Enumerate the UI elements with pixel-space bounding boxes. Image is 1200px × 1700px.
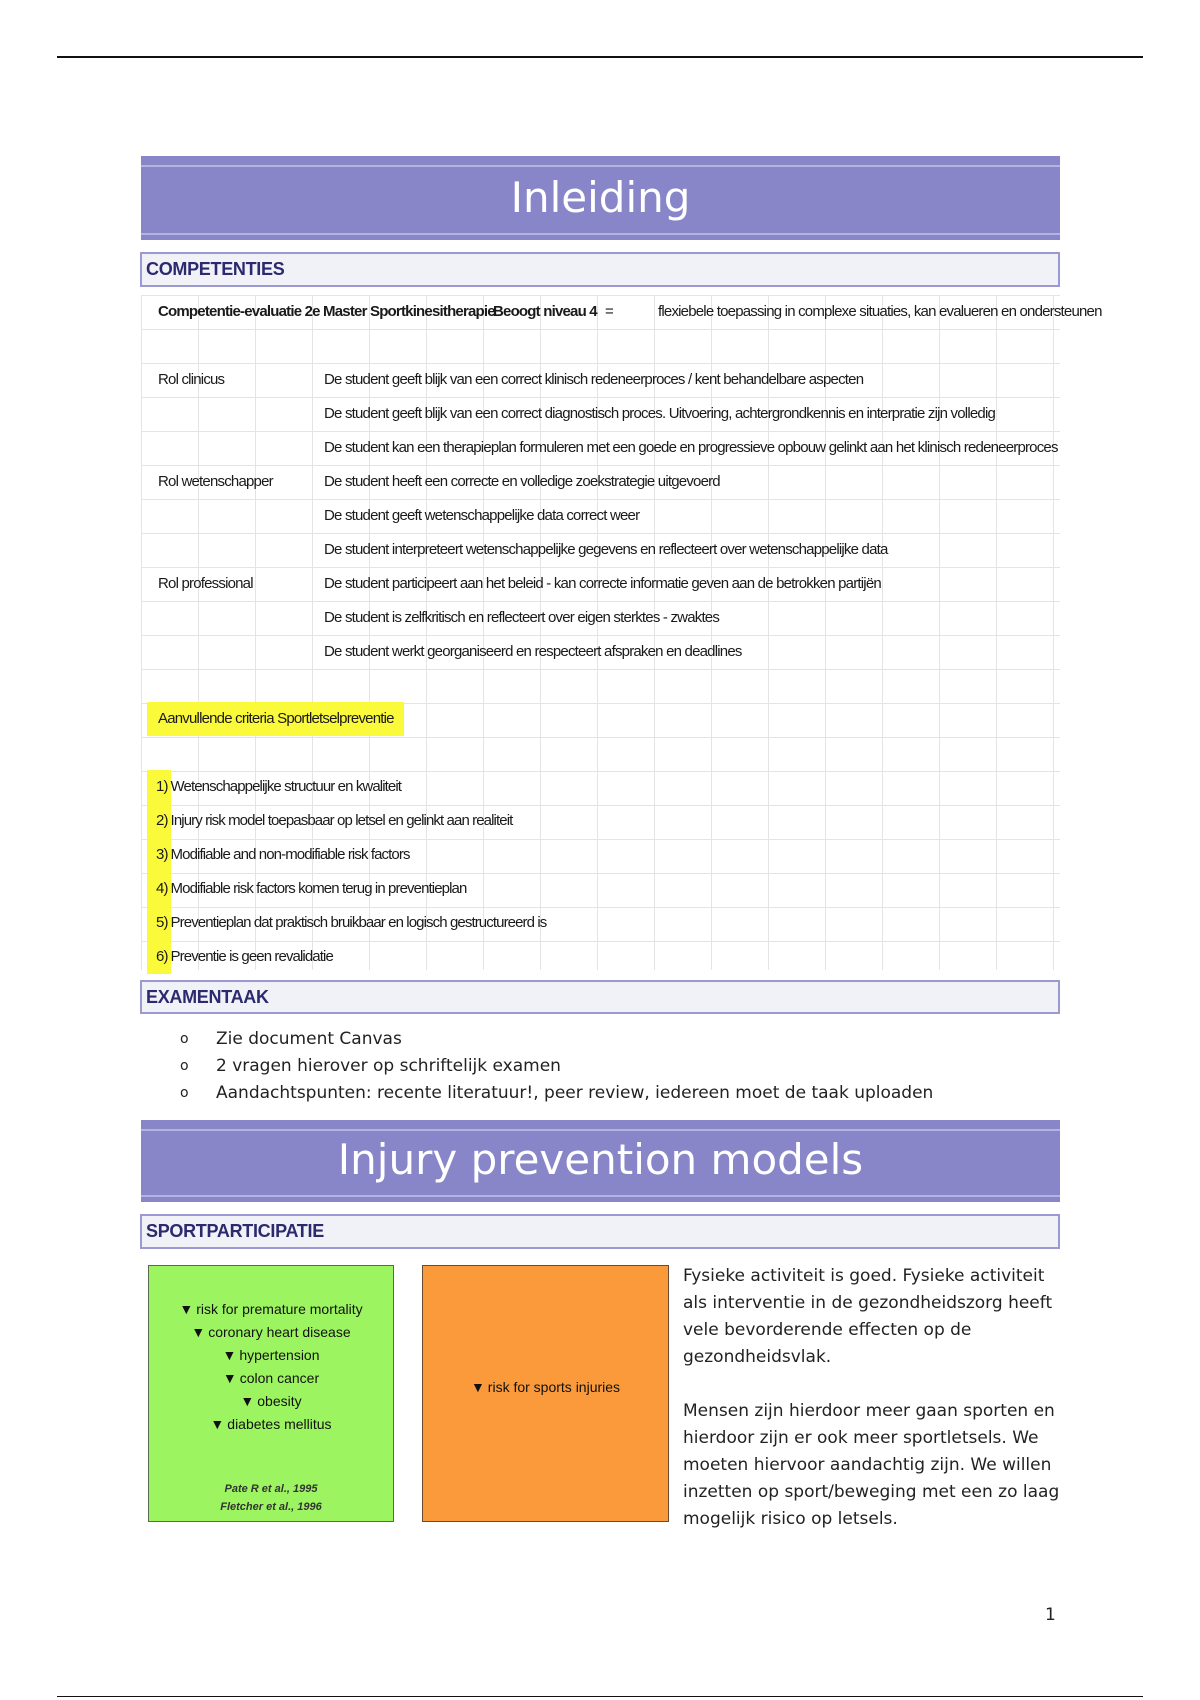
row-role: Rol professional [158, 575, 253, 592]
down-arrow-icon: ▼ [210, 1416, 225, 1432]
bullet-marker: o [180, 1058, 189, 1074]
criterion-text: Preventieplan dat praktisch bruikbaar en logisch gestructureerd is [170, 914, 547, 931]
sheet-row [141, 567, 1060, 601]
criterion-text: Preventie is geen revalidatie [170, 948, 333, 965]
criterion-item [147, 770, 401, 804]
criterion-number: 1) [147, 770, 171, 804]
down-arrow-icon: ▼ [240, 1393, 255, 1409]
list-item [180, 1053, 933, 1080]
down-arrow-icon: ▼ [191, 1324, 206, 1340]
list-item [180, 1026, 933, 1053]
row-text: De student geeft wetenschappelijke data correct weer [324, 507, 640, 524]
benefit-item: ▼ colon cancer [149, 1367, 393, 1390]
row-text: De student heeft een correcte en volledige zoekstrategie uitgevoerd [324, 473, 720, 490]
row-role: Rol wetenschapper [158, 473, 273, 490]
criterion-number: 6) [147, 940, 171, 974]
sheet-row [141, 431, 1060, 465]
sheet-header-title: Competentie-evaluatie 2e Master Sportkinesitherapie [158, 303, 495, 320]
benefits-box [148, 1265, 394, 1522]
extra-criteria-title: Aanvullende criteria Sportletselpreventie [147, 702, 404, 736]
list-item [180, 1080, 933, 1107]
banner-intro: Inleiding [141, 156, 1060, 240]
criterion-item [147, 940, 333, 974]
section-sport-participation: SPORTPARTICIPATIE [140, 1214, 1060, 1249]
bullet-text: Aandachtspunten: recente literatuur!, peer review, iedereen moet de taak uploaden [216, 1083, 934, 1103]
down-arrow-icon: ▼ [222, 1347, 237, 1363]
section-competencies: COMPETENTIES [140, 252, 1060, 287]
row-text: De student interpreteert wetenschappelijke gegevens en reflecteert over wetenschappelijke data [324, 541, 888, 558]
sheet-row [141, 465, 1060, 499]
sheet-row [141, 601, 1060, 635]
section-exam-task: EXAMENTAAK [140, 980, 1060, 1014]
criterion-text: Modifiable and non-modifiable risk factors [170, 846, 410, 863]
criterion-number: 3) [147, 838, 171, 872]
risk-box [422, 1265, 669, 1522]
top-rule [57, 56, 1143, 58]
criterion-item [147, 906, 546, 940]
criterion-number: 2) [147, 804, 171, 838]
sheet-row [141, 533, 1060, 567]
sheet-header-description: flexiebele toepassing in complexe situaties, kan evalueren en ondersteunen [658, 303, 1102, 320]
bullet-marker: o [180, 1031, 189, 1047]
down-arrow-icon: ▼ [179, 1301, 194, 1317]
benefit-item: ▼ diabetes mellitus [149, 1413, 393, 1436]
sheet-header-eq: = [605, 303, 613, 320]
down-arrow-icon: ▼ [222, 1370, 237, 1386]
criterion-text: Wetenschappelijke structuur en kwaliteit [170, 778, 402, 795]
row-text: De student kan een therapieplan formuleren met een goede en progressieve opbouw gelinkt aan het klinisch redeneerproces [324, 439, 1058, 456]
benefit-item: ▼ risk for premature mortality [149, 1298, 393, 1321]
row-text: De student participeert aan het beleid - kan correcte informatie geven aan de betrokken partijën [324, 575, 881, 592]
sheet-row [141, 363, 1060, 397]
page-number: 1 [1045, 1605, 1056, 1625]
bullet-marker: o [180, 1085, 189, 1101]
row-role: Rol clinicus [158, 371, 225, 388]
exam-bullet-list [180, 1026, 933, 1107]
risk-item: ▼ risk for sports injuries [423, 1376, 668, 1399]
row-text: De student geeft blijk van een correct klinisch redeneerproces / kent behandelbare aspecten [324, 371, 864, 388]
criterion-number: 4) [147, 872, 171, 906]
sheet-header-level: Beoogt niveau 4 [493, 303, 597, 320]
bottom-rule [57, 1696, 1143, 1697]
benefit-item: ▼ coronary heart disease [149, 1321, 393, 1344]
criterion-text: Modifiable risk factors komen terug in preventieplan [170, 880, 467, 897]
sheet-row [141, 635, 1060, 669]
paragraph: Mensen zijn hierdoor meer gaan sporten en hierdoor zijn er ook meer sportletsels. We moeten hiervoor aandachtig zijn. We willen inzetten op sport/beweging met een zo laag mogelijk risico op letsels. [683, 1401, 1060, 1529]
row-text: De student geeft blijk van een correct diagnostisch proces. Uitvoering, achtergrondkennis en interpratie zijn volledig [324, 405, 996, 422]
criterion-item [147, 872, 466, 906]
reference: Pate R et al., 1995 [224, 1483, 318, 1495]
competency-sheet [141, 295, 1102, 970]
benefit-item: ▼ obesity [149, 1390, 393, 1413]
down-arrow-icon: ▼ [470, 1379, 485, 1395]
benefit-item: ▼ hypertension [149, 1344, 393, 1367]
sheet-row [141, 499, 1060, 533]
criterion-item [147, 838, 410, 872]
reference: Fletcher et al., 1996 [220, 1501, 322, 1513]
criterion-number: 5) [147, 906, 171, 940]
row-text: De student is zelfkritisch en reflecteert over eigen sterktes - zwaktes [324, 609, 720, 626]
sheet-row [141, 397, 1060, 431]
criterion-text: Injury risk model toepasbaar op letsel en gelinkt aan realiteit [170, 812, 513, 829]
row-text: De student werkt georganiseerd en respecteert afspraken en deadlines [324, 643, 742, 660]
criterion-item [147, 804, 512, 838]
bullet-text: Zie document Canvas [216, 1029, 402, 1049]
banner-models: Injury prevention models [141, 1120, 1060, 1202]
sport-participation-text [683, 1263, 1063, 1560]
sheet-header [141, 295, 1102, 329]
bullet-text: 2 vragen hierover op schriftelijk examen [216, 1056, 561, 1076]
paragraph: Fysieke activiteit is goed. Fysieke activiteit als interventie in de gezondheidszorg heeft vele bevorderende effecten op de gezondheidsvlak. [683, 1266, 1053, 1367]
